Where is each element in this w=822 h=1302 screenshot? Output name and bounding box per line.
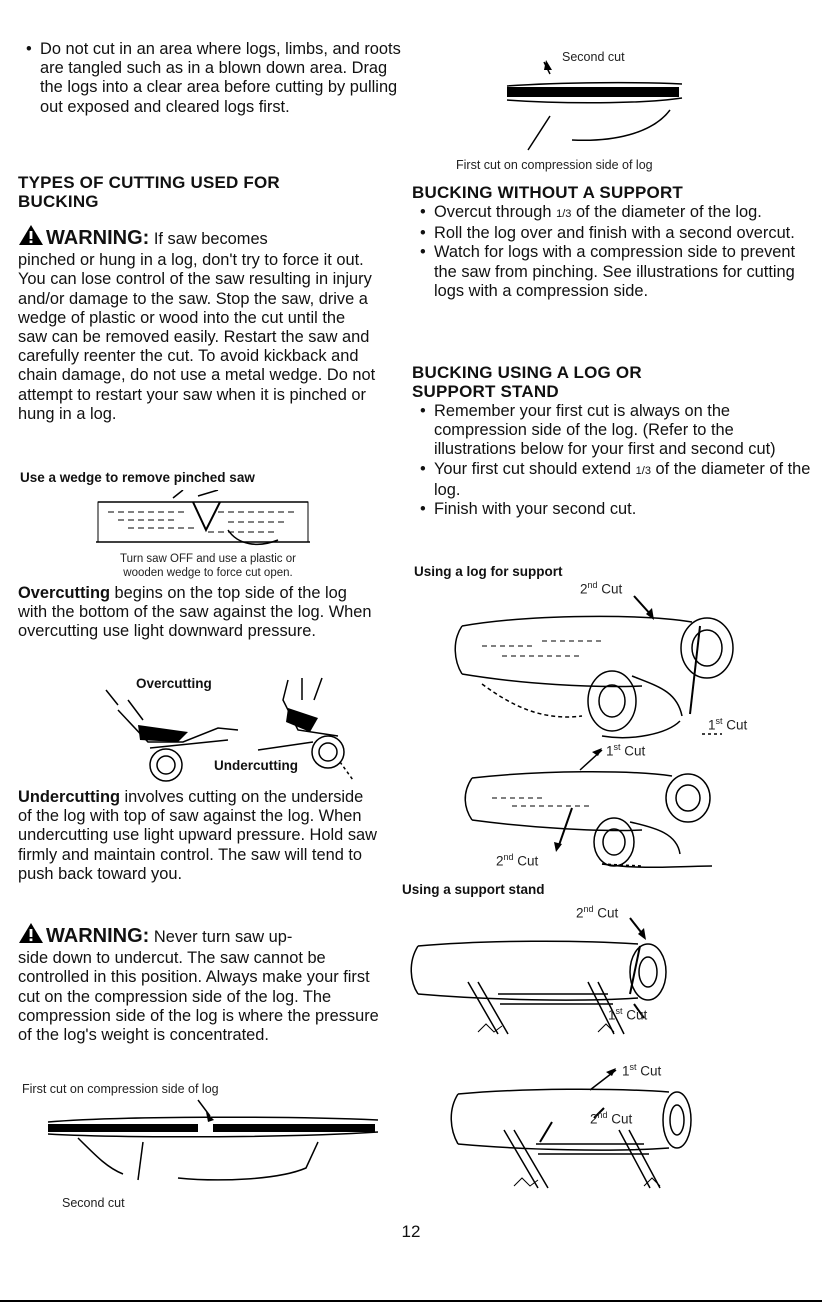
log-support-1st-cut-label: 1st Cut: [708, 716, 748, 733]
list-item: • Roll the log over and finish with a second overcut.: [412, 224, 812, 243]
support-stand-caption: Using a support stand: [402, 882, 545, 897]
overcutting-paragraph: Overcutting begins on the top side of the log with the bottom of the saw against the log. When overcutting use light downward pressure.: [18, 584, 372, 641]
stand-1st-cut-label: 1st Cut: [608, 1006, 648, 1023]
list-item: • Overcut through 1/3 of the diameter of the log.: [412, 203, 812, 224]
log-support-caption: Using a log for support: [414, 564, 563, 579]
wedge-note: Turn saw OFF and use a plastic or wooden wedge to force cut open.: [120, 553, 296, 579]
bullet-tangled-logs: • Do not cut in an area where logs, limbs, and roots are tangled such as in a blown down area. Drag the logs into a clear area before cutting by pulling out exposed and cleared logs first.: [18, 40, 410, 117]
page-number: 12: [401, 1222, 421, 1241]
log-support-b-2nd-cut-label: 2nd Cut: [496, 852, 539, 869]
log-support-2nd-cut-label: 2nd Cut: [580, 580, 623, 597]
stand-2nd-cut-label: 2nd Cut: [576, 904, 619, 921]
overcutting-figure-label: Overcutting: [136, 676, 212, 691]
stand-b-2nd-cut-label: 2nd Cut: [590, 1110, 633, 1127]
second-cut-top-label: Second cut: [562, 50, 625, 64]
warning-pinched-saw: WARNING: If saw becomes pinched or hung in a log, don't try to force it out. You can lose control of the saw resulting in injury and/or damage to the saw. Stop the saw, drive a wedge of plastic or wood into the cut until the saw can be removed easily. Restart the saw and carefully reenter the cut. To avoid kickback and chain damage, do not use a metal wedge. Do not attempt to restart your saw when it is pinched or hung in a log.: [18, 224, 378, 424]
first-cut-top-label: First cut on compression side of log: [456, 158, 653, 172]
types-of-cutting-heading: TYPES OF CUTTING USED FOR BUCKING: [18, 173, 280, 211]
list-item: • Your first cut should extend 1/3 of the diameter of the log.: [412, 460, 816, 500]
wedge-figure-caption: Use a wedge to remove pinched saw: [20, 470, 255, 485]
undercutting-paragraph: Undercutting involves cutting on the underside of the log with top of saw against the log. When undercutting use light upward pressure. Hold saw firmly and maintain control. The saw will tend to push back toward you.: [18, 788, 377, 883]
list-item: • Remember your first cut is always on the compression side of the log. (Refer to the illustrations below for your first and second cut): [412, 402, 816, 460]
bucking-using-support-heading: BUCKING USING A LOG OR SUPPORT STAND: [412, 363, 642, 401]
list-item: • Watch for logs with a compression side to prevent the saw from pinching. See illustrations for cutting logs with a compression side.: [412, 243, 812, 301]
undercutting-figure-label: Undercutting: [214, 758, 298, 773]
compression-figure-caption: First cut on compression side of log: [22, 1082, 219, 1096]
bucking-without-support-heading: BUCKING WITHOUT A SUPPORT: [412, 183, 684, 202]
list-item: • Finish with your second cut.: [412, 500, 816, 519]
warning-upside-down: WARNING: Never turn saw up- side down to undercut. The saw cannot be controlled in this position. Always make your first cut on the compression side of the log. The compression side of the log is where the pressure of the log's weight is concentrated.: [18, 922, 380, 1045]
stand-b-1st-cut-label: 1st Cut: [622, 1062, 662, 1079]
log-support-b-1st-cut-label: 1st Cut: [606, 742, 646, 759]
second-cut-figure-label: Second cut: [62, 1196, 125, 1210]
